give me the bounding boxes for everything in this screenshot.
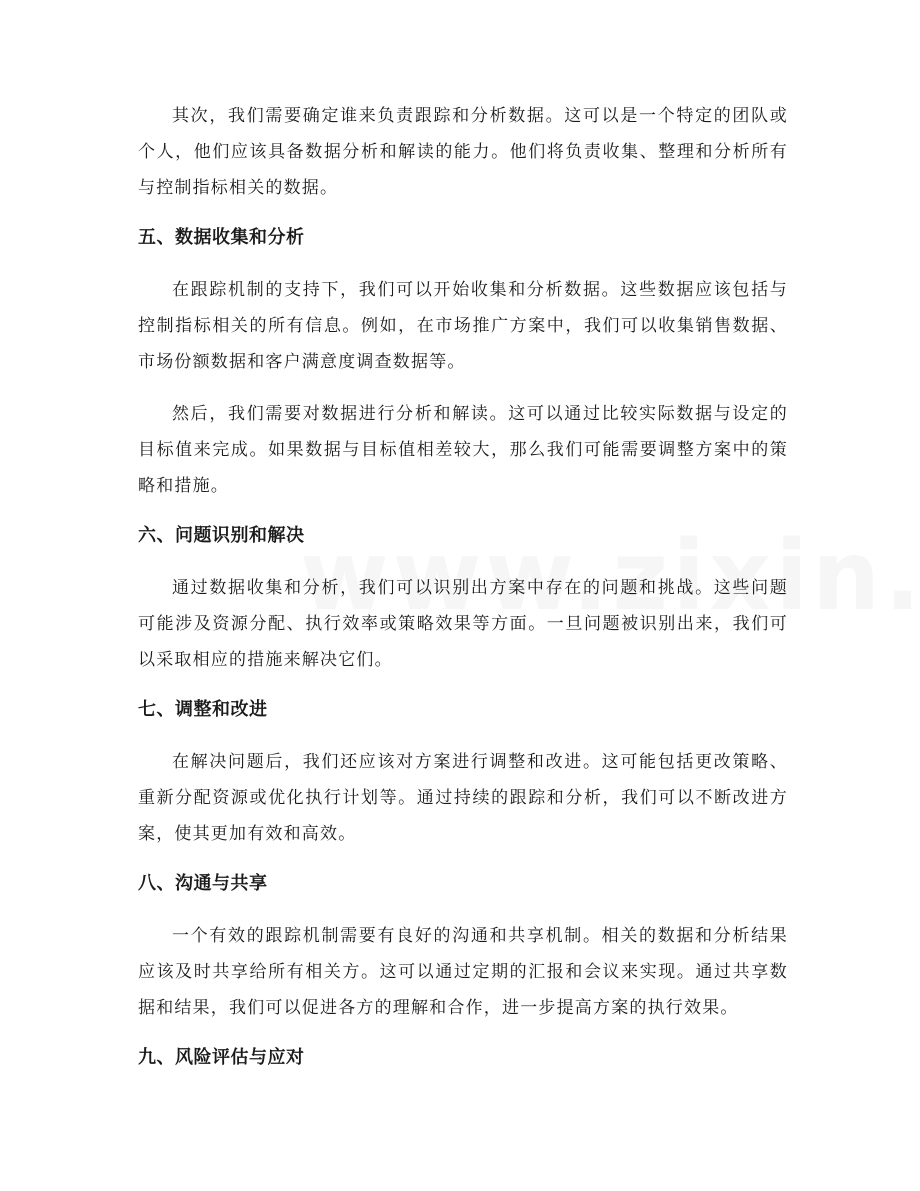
paragraph-adjustment: 在解决问题后，我们还应该对方案进行调整和改进。这可能包括更改策略、重新分配资源或优化执行计划等。通过持续的跟踪和分析，我们可以不断改进方案，使其更加有效和高效。	[138, 752, 788, 844]
heading-section-9: 九、风险评估与应对	[138, 1047, 305, 1068]
paragraph-data-analysis: 然后，我们需要对数据进行分析和解读。这可以通过比较实际数据与设定的目标值来完成。如果数据与目标值相差较大，那么我们可能需要调整方案中的策略和措施。	[138, 404, 788, 496]
document-page	[138, 98, 788, 1092]
heading-section-8: 八、沟通与共享	[138, 873, 268, 894]
paragraph-data-collection: 在跟踪机制的支持下，我们可以开始收集和分析数据。这些数据应该包括与控制指标相关的所有信息。例如，在市场推广方案中，我们可以收集销售数据、市场份额数据和客户满意度调查数据等。	[138, 280, 788, 372]
heading-section-5: 五、数据收集和分析	[138, 227, 305, 248]
paragraph-problem-identification: 通过数据收集和分析，我们可以识别出方案中存在的问题和挑战。这些问题可能涉及资源分配、执行效率或策略效果等方面。一旦问题被识别出来，我们可以采取相应的措施来解决它们。	[138, 578, 788, 670]
paragraph-communication: 一个有效的跟踪机制需要有良好的沟通和共享机制。相关的数据和分析结果应该及时共享给所有相关方。这可以通过定期的汇报和会议来实现。通过共享数据和结果，我们可以促进各方的理解和合作，进一步提高方案的执行效果。	[138, 926, 788, 1018]
paragraph-responsibility: 其次，我们需要确定谁来负责跟踪和分析数据。这可以是一个特定的团队或个人，他们应该具备数据分析和解读的能力。他们将负责收集、整理和分析所有与控制指标相关的数据。	[138, 106, 788, 198]
heading-section-6: 六、问题识别和解决	[138, 525, 305, 546]
heading-section-7: 七、调整和改进	[138, 699, 268, 720]
